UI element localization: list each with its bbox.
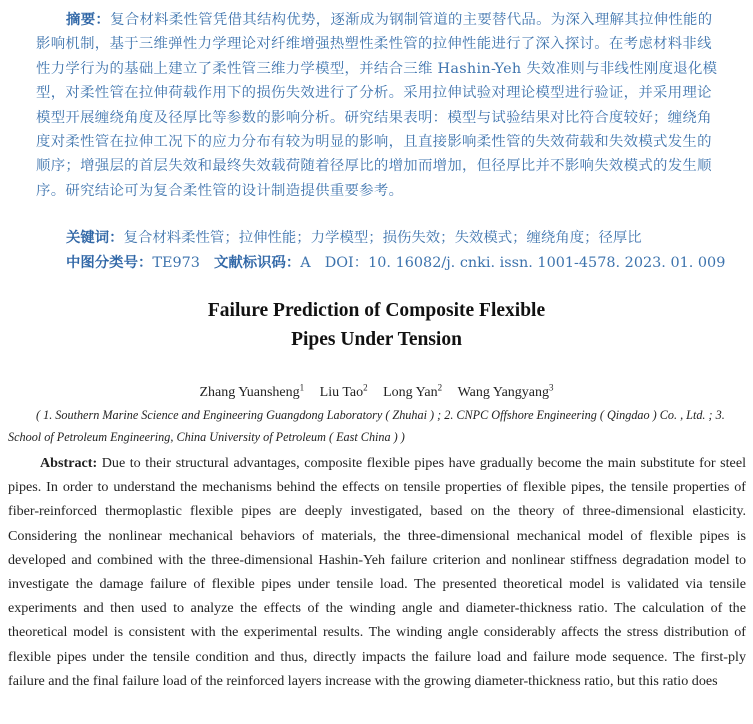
affiliations: ( 1. Southern Marine Science and Engineering Guangdong Laboratory ( Zhuhai ) ; 2. CNPC Offshore Engineering ( Qingdao ) Co. , Ltd. ; 3. School of Petroleum Engineering, China University of Petroleum ( East China ) ) — [8, 408, 725, 444]
chinese-keywords-text: 复合材料柔性管；拉伸性能；力学模型；损伤失效；失效模式；缠绕角度；径厚比 — [123, 230, 642, 246]
author-affiliation-marker: 3 — [549, 382, 554, 392]
author-affiliation-marker: 1 — [299, 382, 305, 392]
english-abstract — [8, 451, 746, 693]
chinese-keywords — [66, 226, 726, 250]
author-affiliation-marker: 2 — [363, 382, 368, 392]
author — [383, 382, 443, 400]
document-code-label: 文献标识码： — [213, 254, 301, 271]
author — [457, 382, 554, 400]
clc-label: 中图分类号： — [66, 254, 153, 271]
chinese-abstract-label: 摘要： — [66, 11, 111, 28]
document-code-value: A — [300, 255, 311, 271]
author-name: Zhang Yuansheng — [199, 384, 300, 400]
english-title-line-1: Failure Prediction of Composite Flexible — [207, 300, 546, 321]
chinese-abstract-text: 复合材料柔性管凭借其结构优势，逐渐成为钢制管道的主要替代品。为深入理解其拉伸性能的影响机制，基于三维弹性力学理论对纤维增强热塑性柔性管的拉伸性能进行了深入探讨。在考虑材料非线性力学行为的基础上建立了柔性管三维力学模型，并结合三维 Hashin-Yeh 失效准则与非线性刚度退化模型，对柔性管在拉伸荷载作用下的损伤失效进行了分析。采用拉伸试验对理论模型进行验证，并采用理论模型开展缠绕角度及径厚比等参数的影响分析。研究结果表明：模型与试验结果对比符合度较好；缠绕角度对柔性管在拉伸工况下的应力分布有较为明显的影响，且直接影响柔性管的失效荷载和失效模式发生的顺序；增强层的首层失效和最终失效载荷随着径厚比的增加而增加，但径厚比并不影响失效模式的发生顺序。研究结论可为复合柔性管的设计制造提供重要参考。 — [36, 12, 718, 199]
author-name: Liu Tao — [319, 384, 364, 400]
author-affiliation-marker: 2 — [437, 382, 443, 392]
english-abstract-label: Abstract: — [40, 455, 98, 471]
english-title — [0, 296, 753, 354]
doi-value: 10. 16082/j. cnki. issn. 1001-4578. 2023. 01. 009 — [368, 255, 726, 271]
author-list — [0, 382, 753, 401]
author-name: Wang Yangyang — [457, 384, 550, 400]
chinese-abstract — [36, 8, 720, 203]
english-title-line-2: Pipes Under Tension — [291, 329, 462, 350]
author — [319, 382, 368, 400]
author — [199, 382, 305, 400]
author-name: Long Yan — [383, 384, 438, 400]
chinese-classification-line — [66, 251, 746, 275]
english-abstract-text: Due to their structural advantages, composite flexible pipes have gradually become the main substitute for steel pipes. In order to understand the mechanisms behind the effects on tensile properties of flexible pipes, the tensile properties of fiber-reinforced thermoplastic flexible pipes are deeply investigated, based on the theory of three-dimensional elasticity. Considering the nonlinear mechanical behaviors of materials, the three-dimensional mechanical model of flexible pipes is developed and combined with the three-dimensional Hashin-Yeh failure criterion and nonlinear stiffness degradation model to investigate the damage failure of flexible pipes under tensile load. The presented theoretical model is validated via tensile experiments and then used to analyze the effects of the winding angle and diameter-thickness ratio. The calculation of the theoretical model is consistent with the experimental results. The winding angle considerably affects the stress distribution of flexible pipes under the tensile condition and thus, directly impacts the failure load and failure mode sequence. The first-ply failure and the final failure load of the reinforced layers increase with the growing diameter-thickness ratio, but this ratio does — [8, 455, 746, 689]
doi-label: DOI： — [324, 255, 369, 271]
chinese-keywords-label: 关键词： — [66, 229, 124, 246]
clc-value: TE973 — [152, 255, 200, 271]
